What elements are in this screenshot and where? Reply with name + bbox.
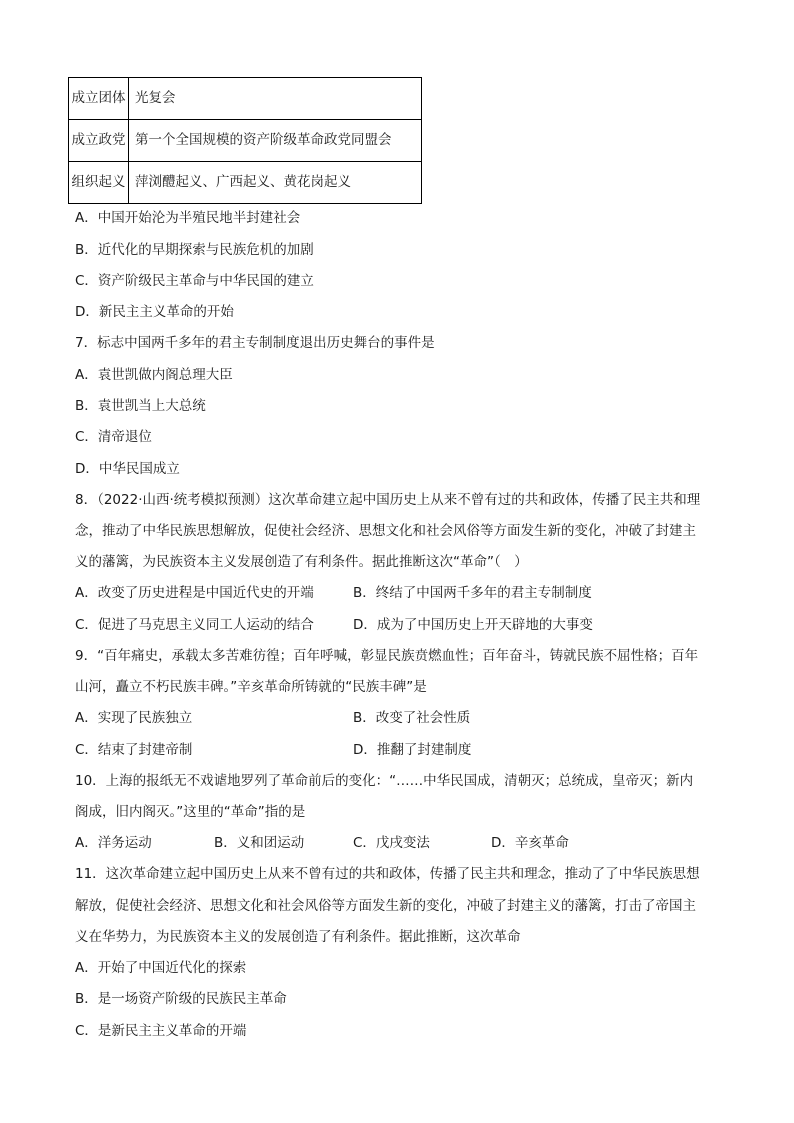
table-row [69, 162, 422, 204]
q9-stem-line-1: 9．“百年痛史，承载太多苦难彷徨；百年呼喊，彰显民族贲燃血性；百年奋斗，铸就民族不屈性格；百年 [75, 648, 699, 664]
table-row [69, 120, 422, 162]
table-row-label: 成立团体 [69, 78, 129, 120]
q6-option-b: B．近代化的早期探索与民族危机的加剧 [75, 242, 314, 258]
q8-stem-line-1: 8．（2022·山西·统考模拟预测）这次革命建立起中国历史上从来不曾有过的共和政体，传播了民主共和理 [75, 492, 701, 508]
q8-stem-line-2: 念，推动了中华民族思想解放，促使社会经济、思想文化和社会风俗等方面发生新的变化，冲破了封建主 [75, 523, 696, 539]
q7-option-c: C．清帝退位 [75, 429, 152, 445]
revolution-info-table [68, 77, 422, 204]
q8-option-b: B．终结了中国两千多年的君主专制制度 [353, 585, 592, 601]
q11-option-c: C．是新民主主义革命的开端 [75, 1023, 247, 1039]
q11-stem-line-2: 解放，促使社会经济、思想文化和社会风俗等方面发生新的变化，冲破了封建主义的藩篱，打击了帝国主 [75, 898, 696, 914]
table-row-label: 成立政党 [69, 120, 129, 162]
q6-option-c: C．资产阶级民主革命与中华民国的建立 [75, 273, 314, 289]
q11-stem-line-3: 义在华势力，为民族资本主义的发展创造了有利条件。据此推断，这次革命 [75, 929, 521, 945]
q10-option-c: C．戊戌变法 [353, 835, 430, 851]
q9-option-b: B．改变了社会性质 [353, 710, 471, 726]
q8-option-a: A．改变了历史进程是中国近代史的开端 [75, 585, 314, 601]
table-row-label: 组织起义 [69, 162, 129, 204]
table-row-value: 萍浏醴起义、广西起义、黄花岗起义 [129, 162, 422, 204]
q10-option-a: A．洋务运动 [75, 835, 152, 851]
q10-option-d: D．辛亥革命 [491, 835, 569, 851]
q7-option-a: A．袁世凯做内阁总理大臣 [75, 367, 233, 383]
q6-option-a: A．中国开始沦为半殖民地半封建社会 [75, 210, 301, 226]
q10-stem-line-1: 10．上海的报纸无不戏谑地罗列了革命前后的变化：“……中华民国成，清朝灭；总统成，皇帝灭；新内 [75, 773, 694, 789]
q9-option-c: C．结束了封建帝制 [75, 742, 193, 758]
q8-stem-line-3: 义的藩篱，为民族资本主义发展创造了有利条件。据此推断这次“革命”（ ） [75, 554, 528, 570]
q9-stem-line-2: 山河，矗立不朽民族丰碑。”辛亥革命所铸就的“民族丰碑”是 [75, 679, 427, 695]
q10-stem-line-2: 阁成，旧内阁灭。”这里的“革命”指的是 [75, 804, 306, 820]
table-row [69, 78, 422, 120]
q7-option-d: D．中华民国成立 [75, 461, 180, 477]
q8-option-c: C．促进了马克思主义同工人运动的结合 [75, 617, 314, 633]
q11-option-b: B．是一场资产阶级的民族民主革命 [75, 991, 287, 1007]
q6-option-d: D．新民主主义革命的开始 [75, 304, 234, 320]
table-row-value: 光复会 [129, 78, 422, 120]
table-row-value: 第一个全国规模的资产阶级革命政党同盟会 [129, 120, 422, 162]
q7-stem: 7．标志中国两千多年的君主专制制度退出历史舞台的事件是 [75, 335, 435, 351]
q7-option-b: B．袁世凯当上大总统 [75, 398, 206, 414]
q11-option-a: A．开始了中国近代化的探索 [75, 960, 247, 976]
q11-stem-line-1: 11．这次革命建立起中国历史上从来不曾有过的共和政体，传播了民主共和理念，推动了了中华民族思想 [75, 866, 700, 882]
q9-option-a: A．实现了民族独立 [75, 710, 193, 726]
q10-option-b: B．义和团运动 [214, 835, 305, 851]
q9-option-d: D．推翻了封建制度 [353, 742, 472, 758]
q8-option-d: D．成为了中国历史上开天辟地的大事变 [353, 617, 593, 633]
